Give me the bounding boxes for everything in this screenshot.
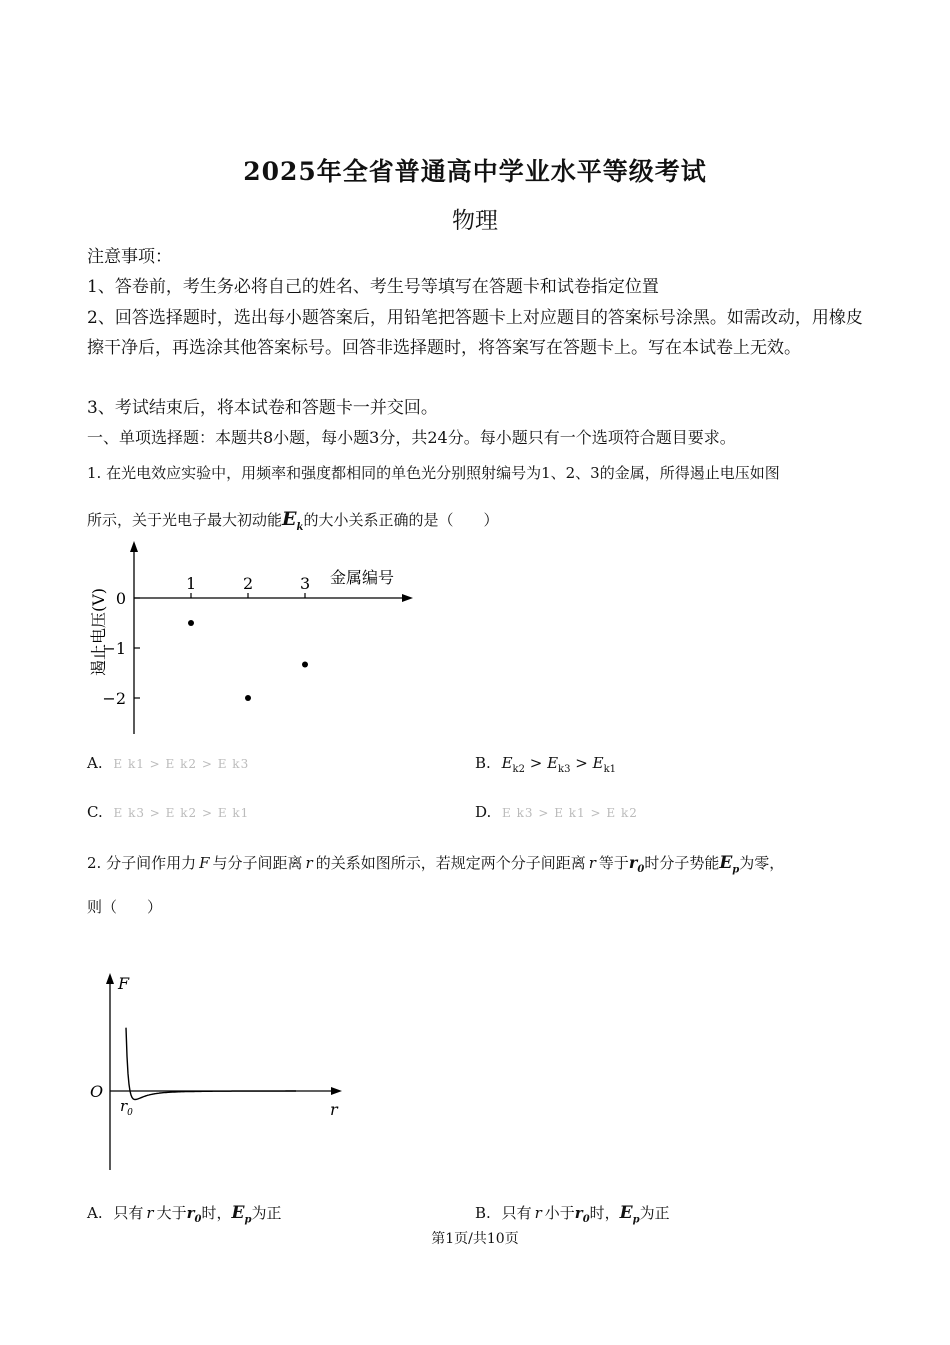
q2-r0-label: $r_0$ xyxy=(120,1097,133,1118)
page-footer: 第1页/共10页 xyxy=(431,1231,519,1247)
q2-x-arrow xyxy=(331,1087,342,1095)
q1-y-tick-label-2: −2 xyxy=(102,689,126,708)
q2-y-arrow xyxy=(106,973,114,984)
q2-x-axis-label: r xyxy=(330,1100,338,1119)
notice-heading: 注意事项： xyxy=(87,247,172,267)
ek-symbol: $E_k$ xyxy=(282,508,304,533)
q2-molecular-force-chart xyxy=(80,965,360,1175)
q1-stem-line1: 1. 在光电效应实验中，用频率和强度都相同的单色光分别照射编号为1、2、3的金属，所得遏止电压如图 xyxy=(87,464,780,482)
q2-option-b[interactable]: B. 只有 r 小于$r_0$时，$E_p$为正 xyxy=(475,1203,670,1226)
q1-y-arrow xyxy=(130,541,138,552)
q1-option-d[interactable]: D. E k3 > E k1 > E k2 xyxy=(475,803,638,821)
q2-y-axis-label: F xyxy=(118,974,130,993)
q1-stem-line2: 所示，关于光电子最大初动能$E_k$的大小关系正确的是（ ） xyxy=(87,508,499,533)
q1-x-axis-label: 金属编号 xyxy=(330,568,395,587)
notice-item-2: 2、回答选择题时，选出每小题答案后，用铅笔把答题卡上对应题目的答案标号涂黑。如需改动，用橡皮擦干净后，再选涂其他答案标号。回答非选择题时，将答案写在答题卡上。写在本试卷上无效。 xyxy=(87,308,863,358)
section-heading: 一、单项选择题：本题共8小题，每小题3分，共24分。每小题只有一个选项符合题目要求。 xyxy=(87,428,736,447)
q1-stopping-voltage-chart xyxy=(80,538,430,738)
q2-option-a[interactable]: A. 只有 r 大于$r_0$时，$E_p$为正 xyxy=(87,1203,282,1226)
notice-item-3: 3、考试结束后，将本试卷和答题卡一并交回。 xyxy=(87,398,438,418)
notice-item-1: 1、答卷前，考生务必将自己的姓名、考生号等填写在答题卡和试卷指定位置 xyxy=(87,277,659,297)
q1-option-c[interactable]: C. E k3 > E k2 > E k1 xyxy=(87,803,250,821)
q1-x-tick-label-2: 2 xyxy=(243,574,254,593)
q1-option-b[interactable]: B. $E_{k2} > E_{k3} > E_{k1}$ xyxy=(475,754,616,775)
q1-y-axis-label: 遏止电压(V) xyxy=(89,587,108,676)
q2-stem-line1: 2. 分子间作用力 F 与分子间距离 r 的关系如图所示，若规定两个分子间距离 r 等于$r_0$时分子势能$E_p$为零， xyxy=(87,853,785,876)
q1-x-tick-label-3: 3 xyxy=(300,574,311,593)
q1-data-point-2 xyxy=(245,695,251,701)
q1-x-tick-label-1: 1 xyxy=(186,574,197,593)
q1-option-a[interactable]: A. E k1 > E k2 > E k3 xyxy=(87,754,250,772)
q1-x-arrow xyxy=(402,594,413,602)
q2-origin-label: O xyxy=(90,1082,104,1101)
q1-data-point-1 xyxy=(188,620,194,626)
q2-stem-line2: 则（ ） xyxy=(87,898,163,916)
q1-y-tick-label-1: −1 xyxy=(102,639,126,658)
q2-force-curve xyxy=(126,1028,296,1100)
q1-y-tick-label-0: 0 xyxy=(115,589,126,608)
exam-title: 2025年全省普通高中学业水平等级考试 xyxy=(243,157,707,186)
subject-title: 物理 xyxy=(452,208,498,234)
q1-data-point-3 xyxy=(302,662,308,668)
